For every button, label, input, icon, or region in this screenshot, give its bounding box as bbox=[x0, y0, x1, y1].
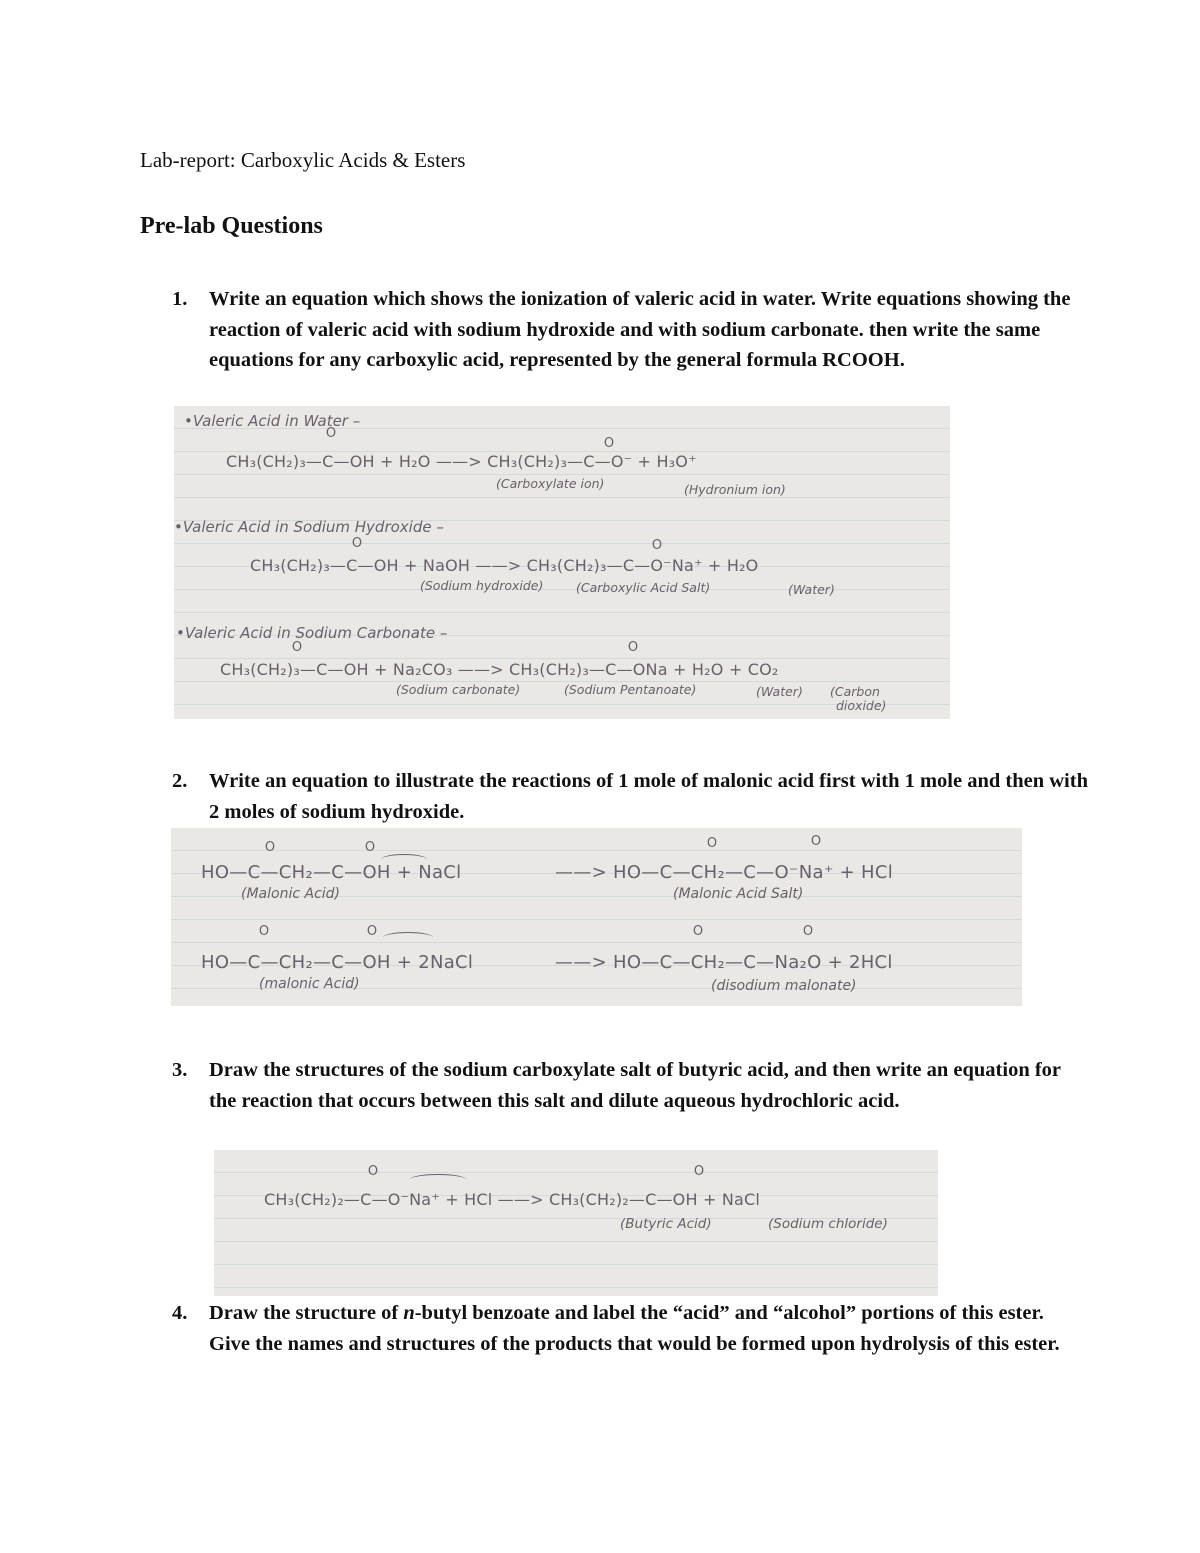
valeric-carbonate-equation: CH₃(CH₂)₃—C—OH + Na₂CO₃ ——> CH₃(CH₂)₃—C—ONa + H₂O + CO₂ bbox=[220, 660, 779, 679]
carbonyl-oxygen: O bbox=[366, 924, 378, 939]
carbonyl-oxygen: O bbox=[692, 924, 704, 939]
caption-disodium-malonate: (disodium malonate) bbox=[711, 978, 857, 994]
carbonyl-oxygen: O bbox=[367, 1164, 379, 1179]
answer-1-handwritten-image bbox=[174, 406, 950, 719]
valeric-carbonate-label: •Valeric Acid in Sodium Carbonate – bbox=[176, 624, 448, 642]
section-heading: Pre-lab Questions bbox=[140, 213, 323, 239]
document-title: Lab-report: Carboxylic Acids & Esters bbox=[140, 148, 466, 172]
question-3 bbox=[172, 1055, 1089, 1116]
caption-malonic-acid: (malonic Acid) bbox=[259, 976, 360, 992]
carbonyl-oxygen: O bbox=[325, 426, 337, 441]
question-text: Write an equation which shows the ionization of valeric acid in water. Write equations showing the reaction of valeric acid with sodium hydroxide and with sodium carbonate. then write the same equations for any carboxylic acid, represented by the general formula RCOOH. bbox=[209, 288, 1071, 371]
malonic-eq2-left: HO—C—CH₂—C—OH + 2NaCl bbox=[201, 952, 474, 973]
carbonyl-oxygen: O bbox=[693, 1164, 705, 1179]
question-number: 2. bbox=[172, 770, 188, 792]
question-2 bbox=[172, 766, 1089, 827]
malonic-eq1-left: HO—C—CH₂—C—OH + NaCl bbox=[201, 862, 462, 883]
carbonyl-oxygen: O bbox=[264, 840, 276, 855]
question-text: Write an equation to illustrate the reactions of 1 mole of malonic acid first with 1 mole and then with 2 moles of sodium hydroxide. bbox=[209, 770, 1088, 823]
caption-sodium-hydroxide: (Sodium hydroxide) bbox=[420, 578, 544, 593]
carbonyl-oxygen: O bbox=[603, 436, 615, 451]
question-number: 3. bbox=[172, 1059, 188, 1081]
question-1 bbox=[172, 284, 1089, 376]
caption-water: (Water) bbox=[788, 582, 835, 597]
carbonyl-oxygen: O bbox=[351, 536, 363, 551]
caption-butyric-acid: (Butyric Acid) bbox=[620, 1216, 712, 1232]
carbonyl-oxygen: O bbox=[810, 834, 822, 849]
carbonyl-oxygen: O bbox=[364, 840, 376, 855]
question-text-part: Draw the structure of bbox=[209, 1302, 404, 1324]
carbonyl-oxygen: O bbox=[802, 924, 814, 939]
caption-carboxylic-acid-salt: (Carboxylic Acid Salt) bbox=[576, 580, 711, 595]
malonic-eq1-right: ——> HO—C—CH₂—C—O⁻Na⁺ + HCl bbox=[555, 862, 894, 883]
caption-malonic-acid: (Malonic Acid) bbox=[241, 886, 340, 902]
valeric-water-equation: CH₃(CH₂)₃—C—OH + H₂O ——> CH₃(CH₂)₃—C—O⁻ + H₃O⁺ bbox=[226, 452, 697, 471]
caption-sodium-carbonate: (Sodium carbonate) bbox=[396, 682, 521, 697]
carbonyl-oxygen: O bbox=[258, 924, 270, 939]
caption-hydronium-ion: (Hydronium ion) bbox=[684, 482, 786, 497]
question-4 bbox=[172, 1298, 1089, 1359]
caption-carboxylate-ion: (Carboxylate ion) bbox=[496, 476, 605, 491]
valeric-naoh-equation: CH₃(CH₂)₃—C—OH + NaOH ——> CH₃(CH₂)₃—C—O⁻Na⁺ + H₂O bbox=[250, 556, 759, 575]
question-text: Draw the structures of the sodium carboxylate salt of butyric acid, and then write an equation for the reaction that occurs between this salt and dilute aqueous hydrochloric acid. bbox=[209, 1059, 1061, 1112]
caption-water: (Water) bbox=[756, 684, 803, 699]
answer-3-handwritten-image bbox=[214, 1150, 938, 1296]
carbonyl-oxygen: O bbox=[651, 538, 663, 553]
question-text-part: -butyl benzoate and label the “acid” and “alcohol” portions of this ester. Give the names and structures of the products that would be formed upon hydrolysis of this ester. bbox=[209, 1302, 1060, 1355]
caption-carbon-dioxide: (Carbon bbox=[830, 684, 880, 699]
malonic-eq2-right: ——> HO—C—CH₂—C—Na₂O + 2HCl bbox=[555, 952, 893, 973]
caption-sodium-pentanoate: (Sodium Pentanoate) bbox=[564, 682, 697, 697]
butyric-equation: CH₃(CH₂)₂—C—O⁻Na⁺ + HCl ——> CH₃(CH₂)₂—C—OH + NaCl bbox=[264, 1190, 761, 1209]
carbonyl-oxygen: O bbox=[706, 836, 718, 851]
carbonyl-oxygen: O bbox=[627, 640, 639, 655]
caption-malonic-acid-salt: (Malonic Acid Salt) bbox=[673, 886, 804, 902]
curved-arrow-icon bbox=[383, 932, 433, 943]
question-number: 4. bbox=[172, 1302, 188, 1324]
question-text bbox=[209, 1298, 1089, 1359]
question-number: 1. bbox=[172, 288, 188, 310]
caption-sodium-chloride: (Sodium chloride) bbox=[768, 1216, 888, 1232]
carbonyl-oxygen: O bbox=[291, 640, 303, 655]
valeric-naoh-label: •Valeric Acid in Sodium Hydroxide – bbox=[174, 518, 444, 536]
curved-arrow-icon bbox=[410, 1174, 466, 1185]
answer-2-handwritten-image bbox=[171, 828, 1022, 1006]
question-text-italic: n bbox=[403, 1302, 415, 1324]
valeric-water-label: •Valeric Acid in Water – bbox=[184, 412, 361, 430]
caption-carbon-dioxide-2: dioxide) bbox=[836, 698, 887, 713]
